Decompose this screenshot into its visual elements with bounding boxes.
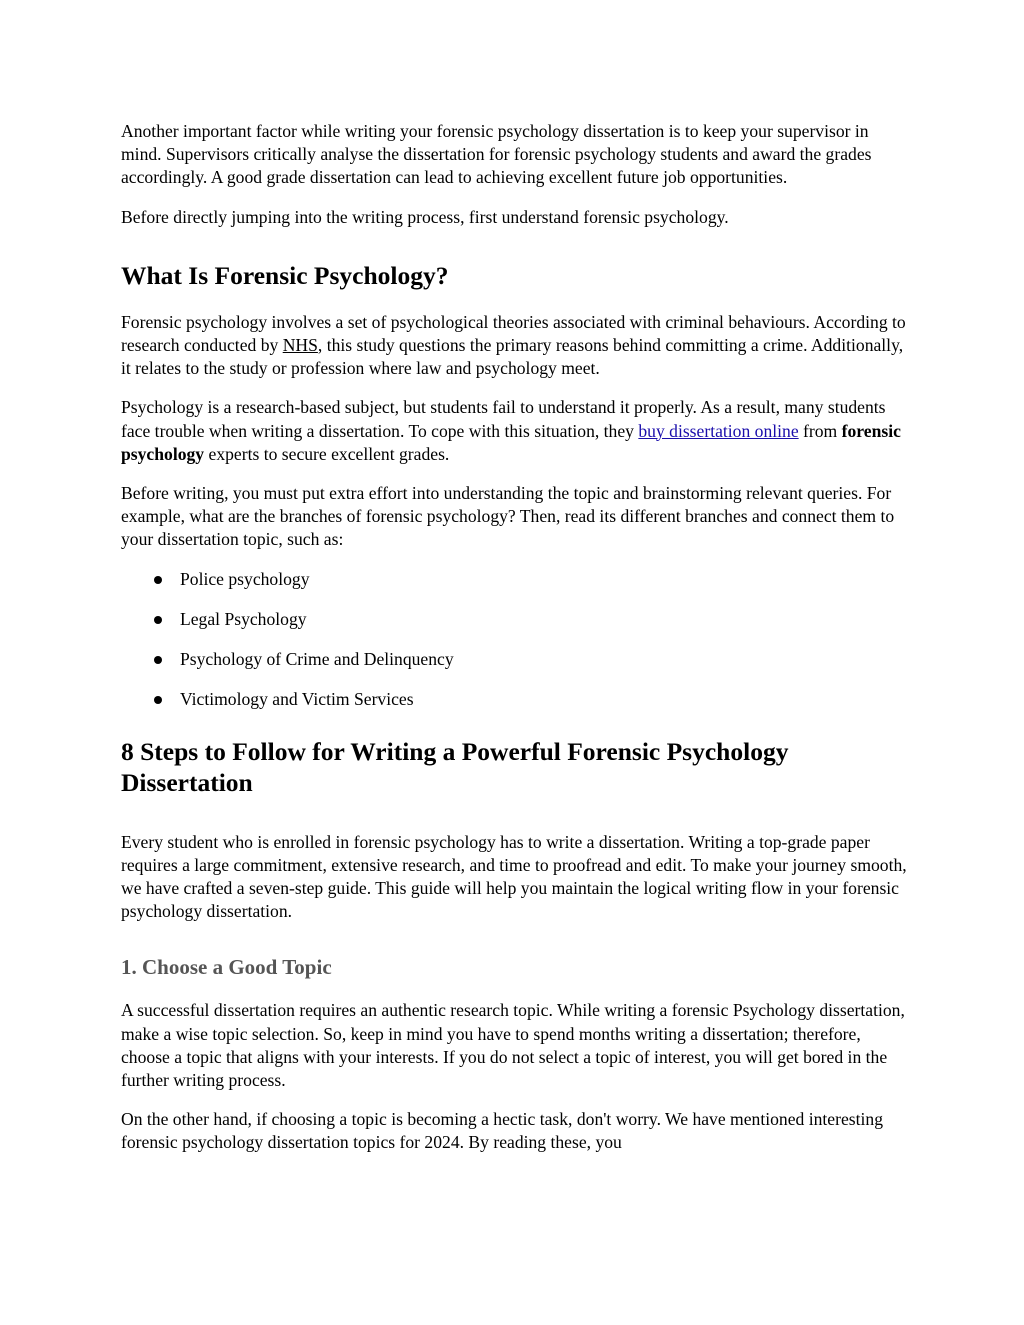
bullet-icon — [154, 576, 162, 584]
forensic-definition-paragraph — [121, 311, 911, 381]
buy-dissertation-online-link[interactable]: buy dissertation online — [638, 420, 799, 441]
bullet-icon — [154, 656, 162, 664]
heading-what-is-forensic-psychology: What Is Forensic Psychology? — [121, 260, 449, 290]
bold-text: forensic psychology — [121, 420, 901, 464]
research-subject-paragraph — [121, 396, 911, 466]
heading-choose-good-topic: 1. Choose a Good Topic — [121, 955, 332, 980]
intro-paragraph-2: Before directly jumping into the writing process, first understand forensic psychology. — [121, 206, 729, 227]
topic-selection-paragraph: A successful dissertation requires an authentic research topic. While writing a forensic Psychology dissertation, make a wise topic selection. So, keep in mind you have to spend months writing a dissertation; therefore, choose a topic that aligns with your interests. If you do not select a topic of interest, you will get bored in the further writing process. — [121, 1000, 905, 1090]
text-segment: , this study questions the primary reasons behind committing a crime. Additionally, it relates to the study or profession where law and psychology meet. — [121, 335, 904, 379]
list-item — [121, 568, 911, 591]
text-segment: experts to secure excellent grades. — [204, 443, 450, 464]
list-item — [121, 608, 911, 631]
steps-intro-paragraph: Every student who is enrolled in forensic psychology has to write a dissertation. Writing a top-grade paper requires a large commitment, extensive research, and time to proofread and edit. To make your journey smooth, we have crafted a seven-step guide. This guide will help you maintain the logical writing flow in your forensic psychology dissertation. — [121, 831, 907, 922]
list-item — [121, 688, 911, 711]
list-item-text: Victimology and Victim Services — [180, 689, 414, 710]
heading-eight-steps: 8 Steps to Follow for Writing a Powerful Forensic Psychology Dissertation — [121, 736, 789, 797]
list-item — [121, 648, 911, 671]
topic-help-paragraph: On the other hand, if choosing a topic is becoming a hectic task, don't worry. We have mentioned interesting forensic psychology dissertation topics for 2024. By reading these, you — [121, 1109, 883, 1153]
list-item-text: Psychology of Crime and Delinquency — [180, 649, 454, 670]
bullet-icon — [154, 696, 162, 704]
list-item-text: Legal Psychology — [180, 609, 307, 630]
bullet-icon — [154, 616, 162, 624]
text-segment: Psychology is a research-based subject, but students fail to understand it properly. As a result, many students face trouble when writing a dissertation. To cope with this situation, they — [121, 397, 886, 441]
document-page — [121, 120, 911, 1155]
text-segment: from — [798, 420, 842, 441]
nhs-link[interactable]: NHS — [282, 335, 318, 356]
intro-paragraph-1: Another important factor while writing your forensic psychology dissertation is to keep your supervisor in mind. Supervisors critically analyse the dissertation for forensic psychology students and award the grades accordingly. A good grade dissertation can lead to achieving excellent future job opportunities. — [121, 121, 872, 188]
text-segment: Forensic psychology involves a set of psychological theories associated with criminal behaviours. According to research conducted by — [121, 311, 906, 356]
list-item-text: Police psychology — [180, 569, 310, 590]
branches-list — [121, 568, 911, 711]
brainstorming-paragraph: Before writing, you must put extra effort into understanding the topic and brainstorming relevant queries. For example, what are the branches of forensic psychology? Then, read its different branches and connect them to your dissertation topic, such as: — [121, 483, 895, 550]
